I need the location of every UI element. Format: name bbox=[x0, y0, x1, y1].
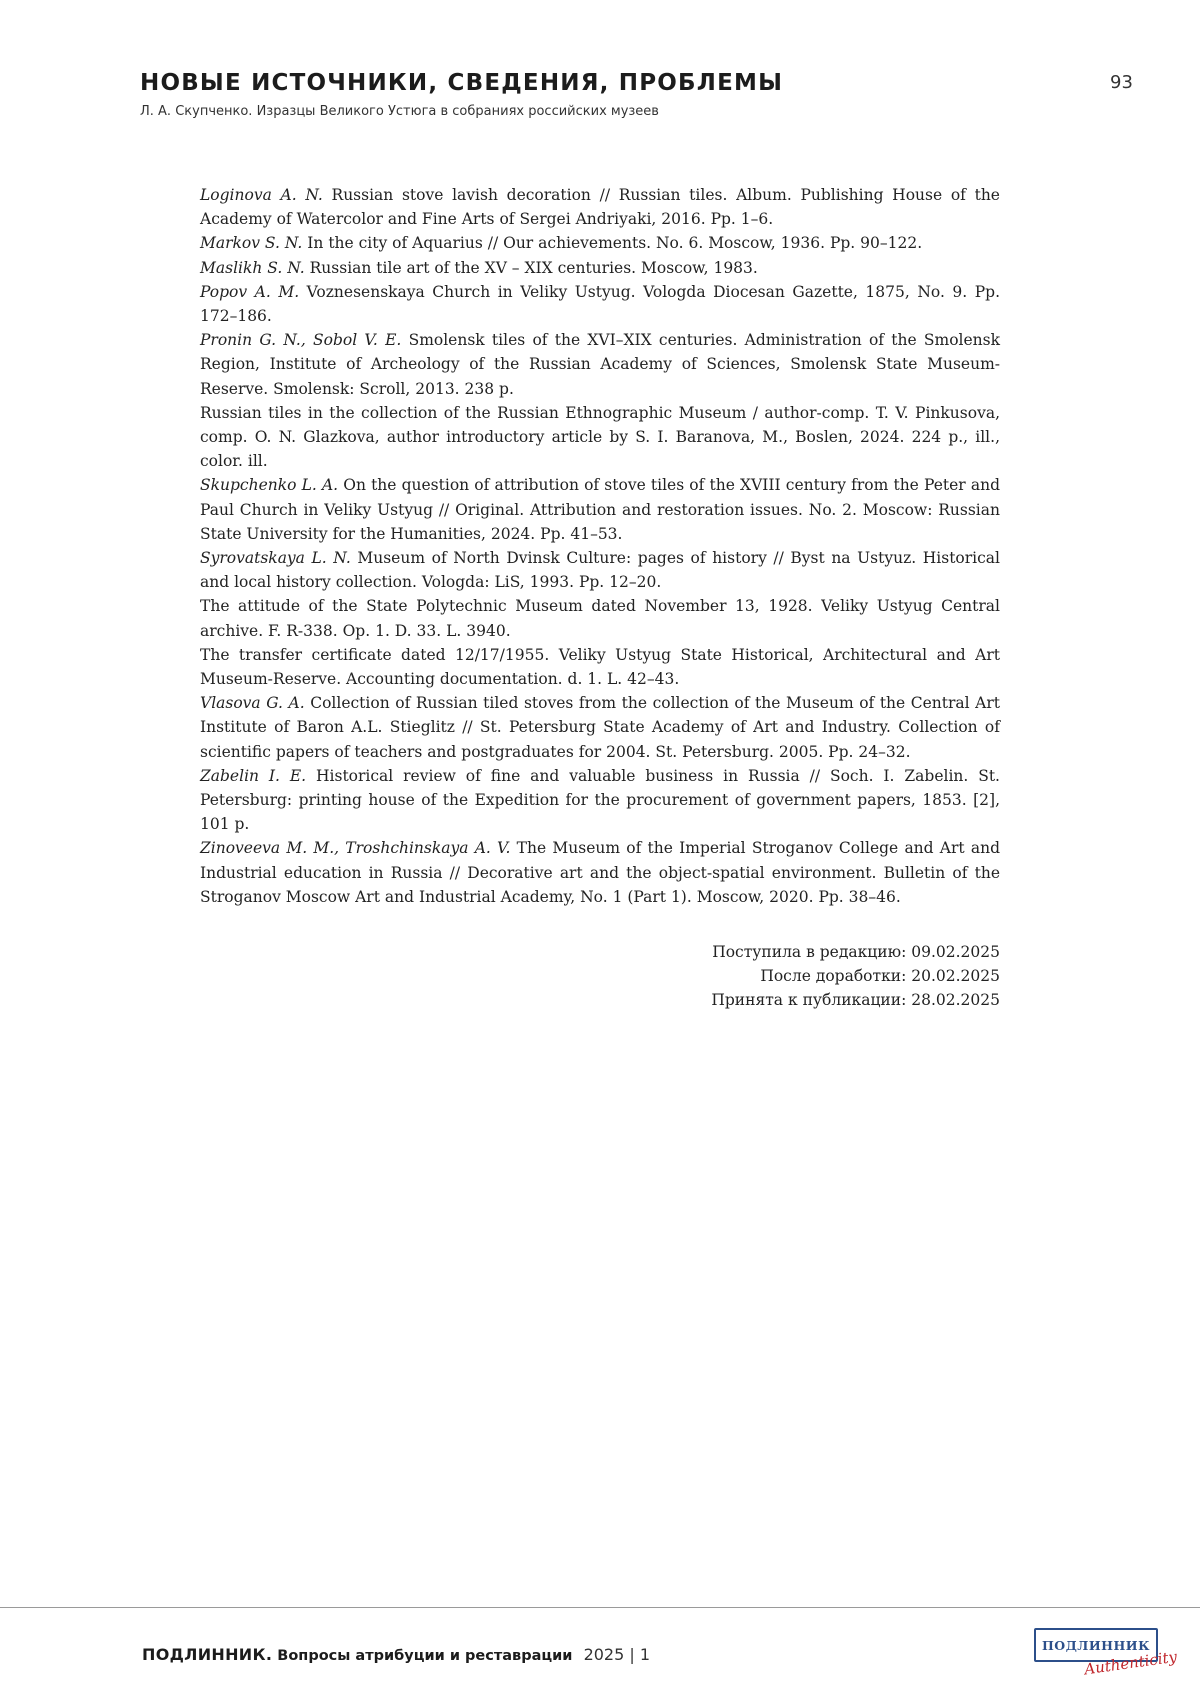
reference-entry bbox=[200, 836, 1000, 909]
reference-author: Pronin G. N., Sobol V. E. bbox=[200, 331, 402, 350]
reference-author: Maslikh S. N. bbox=[200, 258, 305, 277]
reference-text: Smolensk tiles of the XVI–XIX centuries. Administration of the Smolensk Region, Institute of Archeology of the Russian Academy of Sciences, Smolensk State Museum-Reserve. Smolensk: Scroll, 2013. 238 p. bbox=[200, 331, 1000, 398]
reference-author: Popov A. M. bbox=[200, 282, 300, 301]
reference-entry bbox=[200, 473, 1000, 546]
reference-author: Loginova A. N. bbox=[200, 186, 323, 204]
reference-entry bbox=[200, 328, 1000, 401]
reference-text: In the city of Aquarius // Our achievements. No. 6. Moscow, 1936. Pp. 90–122. bbox=[302, 234, 923, 253]
page-header bbox=[140, 70, 1040, 119]
revised-date: После доработки: 20.02.2025 bbox=[760, 967, 1000, 986]
received-date: Поступила в редакцию: 09.02.2025 bbox=[712, 943, 1000, 961]
reference-entry bbox=[200, 764, 1000, 837]
reference-author: Zabelin I. E. bbox=[200, 766, 307, 785]
footer-issue: 2025 | 1 bbox=[583, 1645, 651, 1664]
page-footer bbox=[142, 1645, 650, 1664]
reference-text: Voznesenskaya Church in Veliky Ustyug. Vologda Diocesan Gazette, 1875, No. 9. Pp. 172–186. bbox=[200, 282, 1000, 326]
reference-entry bbox=[200, 643, 1000, 691]
reference-entry bbox=[200, 183, 1000, 231]
reference-text: Collection of Russian tiled stoves from the collection of the Museum of the Central Art Institute of Baron A.L. Stieglitz // St. Petersburg State Academy of Art and Industry. Collection of scientific papers of teachers and postgraduates for 2004. St. Petersburg. 2005. Pp. 24–32. bbox=[200, 694, 1000, 761]
reference-text: Russian stove lavish decoration // Russian tiles. Album. Publishing House of the Academy of Watercolor and Fine Arts of Sergei Andriyaki, 2016. Pp. 1–6. bbox=[200, 186, 1000, 229]
logo-script: Authenticity bbox=[1083, 1647, 1179, 1679]
reference-text: Museum of North Dvinsk Culture: pages of history // Byst na Ustyuz. Historical and local history collection. Vologda: LiS, 1993. Pp. 12–20. bbox=[200, 549, 1001, 592]
reference-entry bbox=[200, 401, 1000, 474]
reference-author: Zinoveeva M. M., Troshchinskaya A. V. bbox=[200, 839, 511, 858]
reference-entry bbox=[200, 256, 1000, 280]
reference-author: Syrovatskaya L. N. bbox=[200, 549, 351, 568]
reference-text: Russian tile art of the XV – XIX centuries. Moscow, 1983. bbox=[304, 258, 758, 277]
reference-entry bbox=[200, 231, 1000, 255]
accepted-date: Принята к публикации: 28.02.2025 bbox=[711, 991, 1000, 1010]
reference-author: Vlasova G. A. bbox=[200, 694, 305, 713]
running-head: Л. А. Скупченко. Изразцы Великого Устюга в собраниях российских музеев bbox=[140, 104, 659, 119]
footer-journal-subtitle: Вопросы атрибуции и реставрации bbox=[272, 1648, 573, 1664]
publication-dates bbox=[600, 940, 1000, 1013]
page-number: 93 bbox=[1110, 72, 1133, 93]
footer-journal-name: ПОДЛИННИК. bbox=[142, 1645, 273, 1664]
reference-text: Historical review of fine and valuable business in Russia // Soch. I. Zabelin. St. Petersburg: printing house of the Expedition for the procurement of government papers, 1853. [2], 101 p. bbox=[200, 766, 1000, 834]
reference-list bbox=[200, 183, 1000, 909]
reference-author: Skupchenko L. A. bbox=[200, 476, 339, 495]
reference-entry bbox=[200, 280, 1000, 328]
reference-text: The transfer certificate dated 12/17/1955. Veliky Ustyug State Historical, Architectural and Art Museum-Reserve. Accounting documentation. d. 1. L. 42–43. bbox=[200, 645, 1000, 689]
reference-text: The Museum of the Imperial Stroganov College and Art and Industrial education in Russia // Decorative art and the object-spatial environment. Bulletin of the Stroganov Moscow Art and Industrial Academy, No. 1 (Part 1). Moscow, 2020. Pp. 38–46. bbox=[200, 839, 1000, 906]
journal-logo bbox=[1034, 1628, 1179, 1679]
reference-text: On the question of attribution of stove tiles of the XVIII century from the Peter and Paul Church in Veliky Ustyug // Original. Attribution and restoration issues. No. 2. Moscow: Russian State University for the Humanities, 2024. Pp. 41–53. bbox=[200, 476, 1000, 543]
reference-entry bbox=[200, 546, 1000, 594]
logo-box: ПОДЛИННИК bbox=[1034, 1628, 1158, 1662]
reference-entry bbox=[200, 691, 1000, 764]
section-title: НОВЫЕ ИСТОЧНИКИ, СВЕДЕНИЯ, ПРОБЛЕМЫ bbox=[140, 70, 784, 96]
reference-entry bbox=[200, 594, 1000, 642]
reference-text: The attitude of the State Polytechnic Museum dated November 13, 1928. Veliky Ustyug Central archive. F. R-338. Op. 1. D. 33. L. 3940. bbox=[200, 597, 1000, 640]
reference-author: Markov S. N. bbox=[200, 234, 303, 253]
footer-divider bbox=[0, 1607, 1200, 1608]
reference-text: Russian tiles in the collection of the Russian Ethnographic Museum / author-comp. T. V. Pinkusova, comp. O. N. Glazkova, author introductory article by S. I. Baranova, M., Boslen, 2024. 224 p., ill., color. ill. bbox=[200, 403, 1000, 471]
